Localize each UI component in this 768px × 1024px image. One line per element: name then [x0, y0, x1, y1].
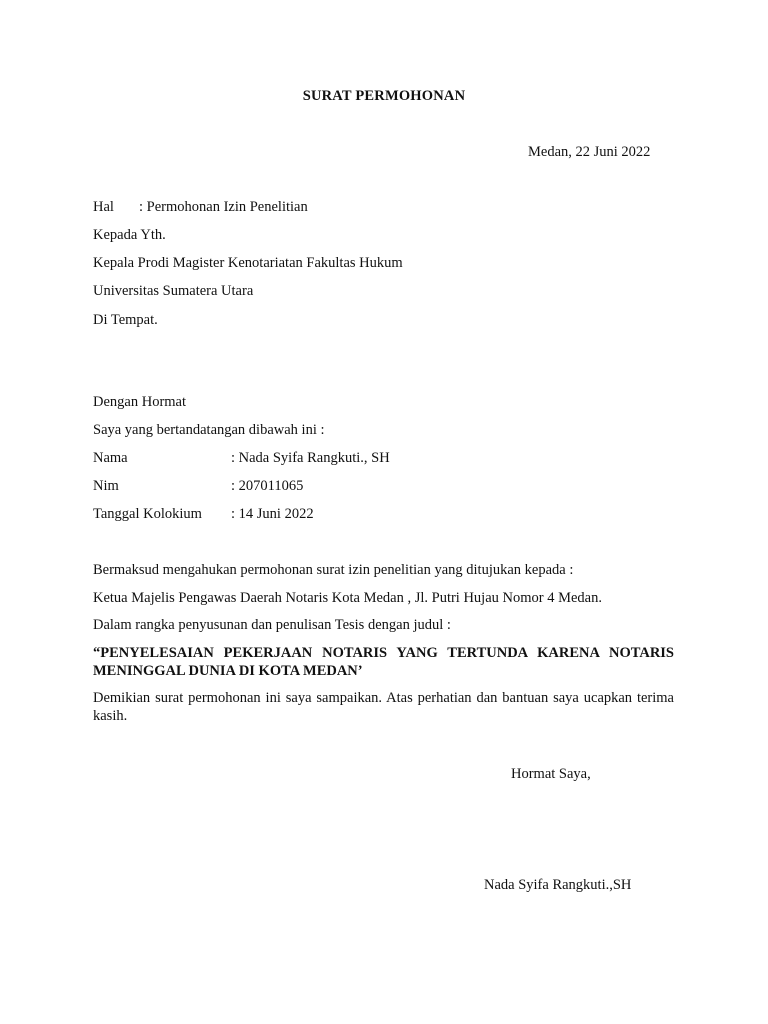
purpose-line: Bermaksud mengahukan permohonan surat izin penelitian yang ditujukan kepada : — [93, 562, 574, 578]
recipient-line-1: Kepada Yth. — [93, 227, 166, 243]
recipient-line-4: Di Tempat. — [93, 312, 158, 328]
identity-value-colloquium: : 14 Juni 2022 — [231, 506, 314, 522]
greeting: Dengan Hormat — [93, 394, 187, 410]
intro-line: Saya yang bertandatangan dibawah ini : — [93, 422, 325, 438]
context-line: Dalam rangka penyusunan dan penulisan Tesis dengan judul : — [93, 617, 451, 633]
addressee-line: Ketua Majelis Pengawas Daerah Notaris Kota Medan , Jl. Putri Hujau Nomor 4 Medan. — [93, 590, 602, 606]
recipient-line-2: Kepala Prodi Magister Kenotariatan Fakultas Hukum — [93, 255, 403, 271]
identity-value-nim: : 207011065 — [231, 478, 304, 494]
closing-paragraph: Demikian surat permohonan ini saya sampaikan. Atas perhatian dan bantuan saya ucapkan terima kasih. — [93, 690, 674, 724]
signer-name: Nada Syifa Rangkuti.,SH — [484, 877, 632, 893]
subject-label: Hal — [93, 199, 114, 215]
identity-label-colloquium: Tanggal Kolokium — [93, 506, 202, 522]
regards: Hormat Saya, — [511, 766, 591, 782]
identity-label-nim: Nim — [93, 478, 119, 494]
thesis-title: “PENYELESAIAN PEKERJAAN NOTARIS YANG TERTUNDA KARENA NOTARIS MENINGGAL DUNIA DI KOTA MEDAN’ — [93, 645, 674, 679]
identity-label-name: Nama — [93, 450, 128, 466]
identity-value-name: : Nada Syifa Rangkuti., SH — [231, 450, 390, 466]
recipient-line-3: Universitas Sumatera Utara — [93, 283, 254, 299]
subject-value: : Permohonan Izin Penelitian — [139, 199, 308, 215]
letter-title: SURAT PERMOHONAN — [302, 88, 466, 104]
place-date: Medan, 22 Juni 2022 — [528, 144, 651, 160]
